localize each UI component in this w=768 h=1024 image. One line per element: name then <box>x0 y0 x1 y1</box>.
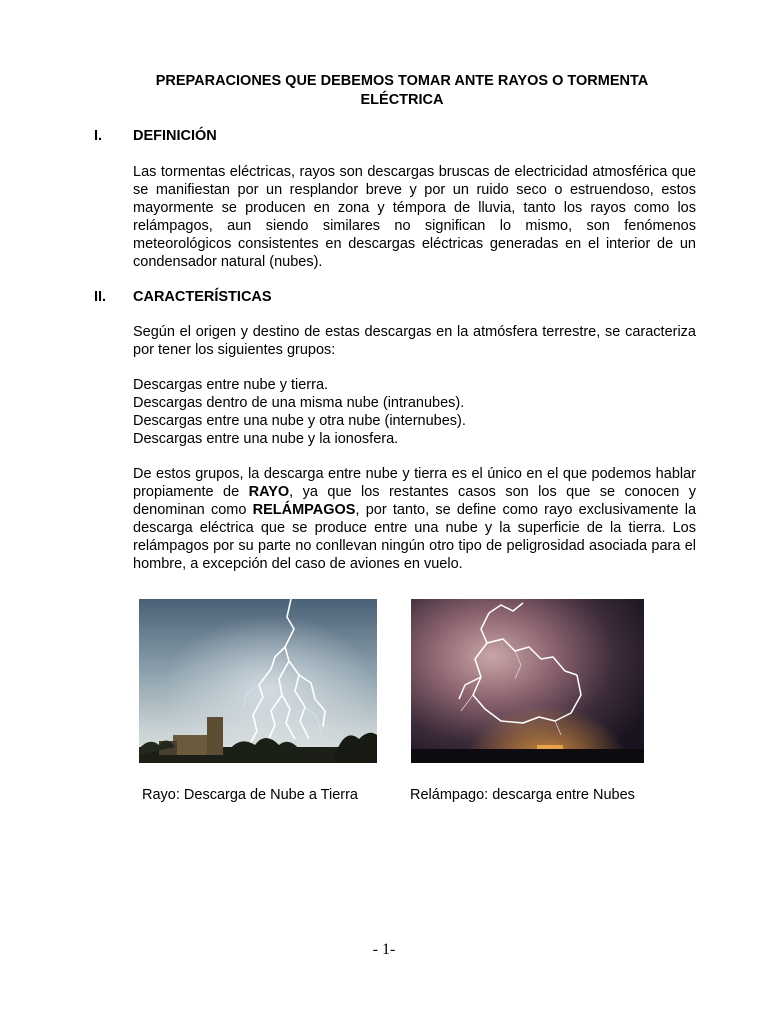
list-item: Descargas entre una nube y otra nube (internubes). <box>133 413 466 429</box>
characteristics-intro-paragraph: Según el origen y destino de estas descargas en la atmósfera terrestre, se caracteriza por tener los siguientes grupos: <box>133 324 696 358</box>
section-title: DEFINICIÓN <box>133 128 217 144</box>
rayo-relampago-paragraph <box>133 465 696 573</box>
list-item: Descargas entre nube y tierra. <box>133 377 329 393</box>
section-number: II. <box>94 289 107 305</box>
paragraph-text: De estos grupos, la descarga entre nube y tierra es el único en el que podemos hablar propiamente de <box>133 466 696 500</box>
paragraph-text: , por tanto, se define como rayo exclusivamente la descarga eléctrica que se produce entre una nube y la superficie de la tierra. Los relámpagos por su parte no conllevan ningún otro tipo de peligrosidad asociada para el hombre, a excepción del caso de aviones en vuelo. <box>133 502 697 572</box>
list-item: Descargas dentro de una misma nube (intranubes). <box>133 395 465 411</box>
section-number: I. <box>94 128 103 144</box>
lightning-cloud-to-cloud-photo <box>411 599 644 763</box>
figure-caption-relampago: Relámpago: descarga entre Nubes <box>410 787 635 803</box>
definition-paragraph: Las tormentas eléctricas, rayos son descargas bruscas de electricidad atmosférica que se manifiestan por un resplandor breve y por un ruido seco o estruendoso, estos mayormente se producen en zona y témpora de lluvia, tanto los rayos como los relámpagos, aun siendo similares no significan lo mismo, son fenómenos meteorológicos consistentes en descargas eléctricas generadas en el interior de un condensador natural (nubes). <box>133 164 696 270</box>
discharge-groups-list <box>133 376 696 448</box>
bold-term-relampagos: RELÁMPAGOS <box>252 502 356 518</box>
lightning-cloud-to-ground-photo <box>139 599 377 763</box>
page-number: - 1- <box>372 941 396 958</box>
figure-caption-rayo: Rayo: Descarga de Nube a Tierra <box>142 787 358 803</box>
bold-term-rayo: RAYO <box>248 484 290 500</box>
document-title: PREPARACIONES QUE DEBEMOS TOMAR ANTE RAYOS O TORMENTA ELÉCTRICA <box>155 73 649 108</box>
section-title: CARACTERÍSTICAS <box>133 289 272 305</box>
paragraph-text: , ya que los restantes casos son los que se conocen y denominan como <box>133 484 696 518</box>
list-item: Descargas entre una nube y la ionosfera. <box>133 431 399 447</box>
